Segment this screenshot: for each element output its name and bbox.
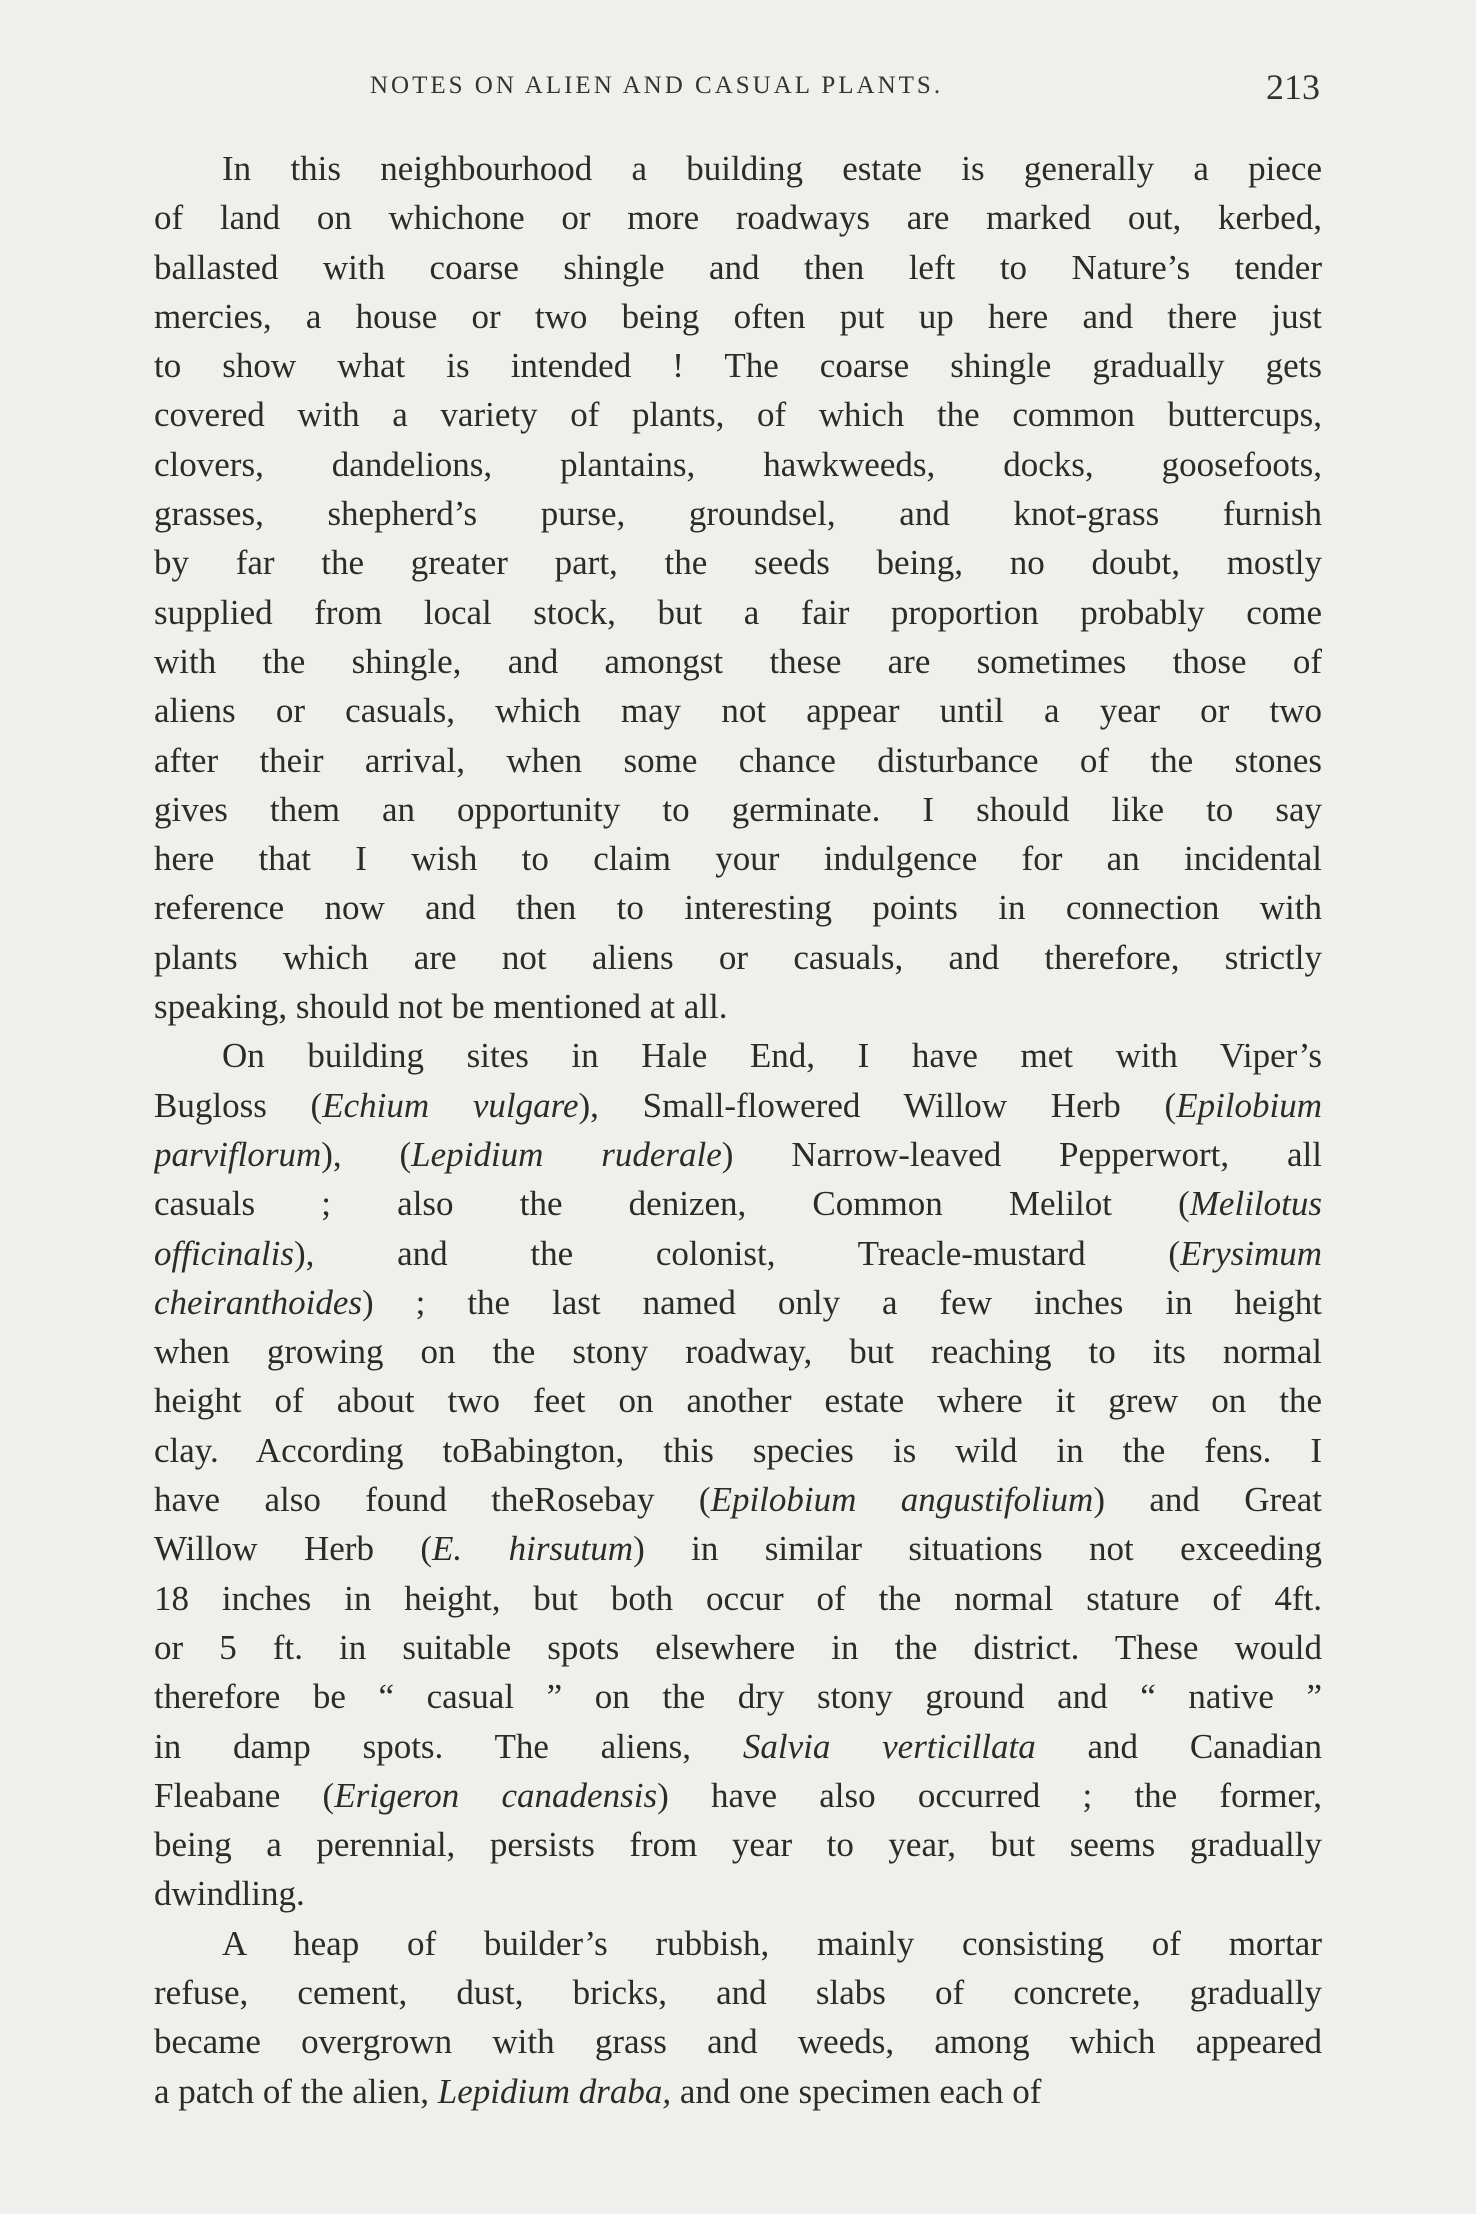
text-line	[154, 538, 1322, 587]
text-run: A heap of builder’s rubbish, mainly consisting of mortar	[222, 1923, 1322, 1963]
text-line	[154, 686, 1322, 735]
text-run: speaking, should not be mentioned at all.	[154, 987, 728, 1027]
text-line	[154, 933, 1322, 982]
page-number: 213	[1266, 67, 1320, 107]
text-line	[154, 341, 1322, 390]
text-line	[154, 1031, 1322, 1080]
italic-text: Lepidium ruderale	[411, 1134, 722, 1174]
text-run: mercies, a house or two being often put up here and there just	[154, 296, 1322, 336]
text-run: a patch of the alien,	[154, 2071, 438, 2111]
text-run: clay. According toBabington, this species is wild in the fens. I	[154, 1430, 1322, 1470]
text-line	[154, 1869, 1322, 1918]
text-line	[154, 883, 1322, 932]
text-run: and one specimen each of	[671, 2071, 1042, 2111]
text-line	[154, 2017, 1322, 2066]
text-run: Fleabane (	[154, 1775, 335, 1815]
italic-text: cheiranthoides	[154, 1282, 363, 1322]
text-run: ) have also occurred ; the former,	[657, 1775, 1322, 1815]
text-line	[154, 834, 1322, 883]
text-line	[154, 1278, 1322, 1327]
text-run: 18 inches in height, but both occur of the normal stature of 4ft.	[154, 1578, 1322, 1618]
body-text	[154, 144, 1322, 2116]
text-run: therefore be “ casual ” on the dry stony ground and “ native ”	[154, 1677, 1322, 1717]
text-line	[154, 1820, 1322, 1869]
text-run: of land on whichone or more roadways are marked out, kerbed,	[154, 198, 1322, 238]
text-run: by far the greater part, the seeds being, no doubt, mostly	[154, 543, 1322, 583]
text-run: clovers, dandelions, plantains, hawkweeds, docks, goosefoots,	[154, 444, 1322, 484]
italic-text: Echium vulgare	[322, 1085, 579, 1125]
text-line	[154, 440, 1322, 489]
text-run: to show what is intended ! The coarse shingle gradually gets	[154, 346, 1322, 386]
text-line	[154, 1081, 1322, 1130]
text-line	[154, 1623, 1322, 1672]
text-run: here that I wish to claim your indulgence for an incidental	[154, 839, 1322, 879]
text-run: dwindling.	[154, 1874, 305, 1914]
text-run: Willow Herb (	[154, 1529, 433, 1569]
text-line	[154, 243, 1322, 292]
text-line	[154, 1130, 1322, 1179]
text-run: and Canadian	[1035, 1726, 1322, 1766]
text-line	[154, 1376, 1322, 1425]
text-run: reference now and then to interesting points in connection with	[154, 888, 1322, 928]
text-run: casuals ; also the denizen, Common Melilot (	[154, 1184, 1190, 1224]
text-run: ) Narrow-leaved Pepperwort, all	[721, 1134, 1322, 1174]
text-line	[154, 2067, 1322, 2116]
italic-text: Salvia verticillata	[742, 1726, 1036, 1766]
text-line	[154, 1771, 1322, 1820]
text-line	[154, 1475, 1322, 1524]
text-line	[154, 1968, 1322, 2017]
text-run: after their arrival, when some chance disturbance of the stones	[154, 740, 1322, 780]
text-run: grasses, shepherd’s purse, groundsel, and knot-grass furnish	[154, 494, 1322, 534]
italic-text: officinalis	[154, 1233, 294, 1273]
text-run: Bugloss (	[154, 1085, 323, 1125]
text-line	[154, 637, 1322, 686]
text-run: aliens or casuals, which may not appear until a year or two	[154, 691, 1322, 731]
text-run: ) and Great	[1093, 1480, 1322, 1520]
text-run: ), and the colonist, Treacle-mustard (	[294, 1233, 1181, 1273]
text-run: refuse, cement, dust, bricks, and slabs of concrete, gradually	[154, 1972, 1322, 2012]
text-run: being a perennial, persists from year to year, but seems gradually	[154, 1825, 1322, 1865]
text-line	[154, 489, 1322, 538]
text-run: plants which are not aliens or casuals, and therefore, strictly	[154, 937, 1322, 977]
text-line	[154, 736, 1322, 785]
text-line	[154, 1426, 1322, 1475]
italic-text: Erigeron canadensis	[334, 1775, 658, 1815]
text-run: ), (	[321, 1134, 412, 1174]
text-run: gives them an opportunity to germinate. I should like to say	[154, 789, 1322, 829]
text-run: have also found theRosebay (	[154, 1480, 711, 1520]
running-title: NOTES ON ALIEN AND CASUAL PLANTS.	[370, 72, 944, 99]
italic-text: Melilotus	[1189, 1184, 1322, 1224]
text-run: ) ; the last named only a few inches in height	[362, 1282, 1322, 1322]
text-line	[154, 144, 1322, 193]
text-run: height of about two feet on another estate where it grew on the	[154, 1381, 1322, 1421]
text-run: became overgrown with grass and weeds, among which appeared	[154, 2022, 1322, 2062]
italic-text: Epilobium	[1176, 1085, 1322, 1125]
italic-text: Lepidium draba,	[437, 2071, 672, 2111]
text-line	[154, 1327, 1322, 1376]
text-line	[154, 785, 1322, 834]
text-run: or 5 ft. in suitable spots elsewhere in the district. These would	[154, 1627, 1322, 1667]
italic-text: parviflorum	[154, 1134, 322, 1174]
text-line	[154, 292, 1322, 341]
text-line	[154, 193, 1322, 242]
italic-text: Erysimum	[1180, 1233, 1322, 1273]
text-line	[154, 390, 1322, 439]
text-run: In this neighbourhood a building estate is generally a piece	[222, 149, 1322, 188]
text-line	[154, 1919, 1322, 1968]
text-line	[154, 1722, 1322, 1771]
text-run: in damp spots. The aliens,	[154, 1726, 743, 1766]
text-line	[154, 1574, 1322, 1623]
text-line	[154, 1524, 1322, 1573]
text-run: supplied from local stock, but a fair proportion probably come	[154, 592, 1322, 632]
text-line	[154, 1179, 1322, 1228]
text-run: covered with a variety of plants, of which the common buttercups,	[154, 395, 1322, 435]
running-head	[150, 66, 1320, 112]
text-line	[154, 1229, 1322, 1278]
text-run: when growing on the stony roadway, but reaching to its normal	[154, 1332, 1322, 1372]
italic-text: E. hirsutum	[432, 1529, 634, 1569]
text-run: with the shingle, and amongst these are sometimes those of	[154, 641, 1322, 681]
text-line	[154, 588, 1322, 637]
text-run: On building sites in Hale End, I have met with Viper’s	[222, 1036, 1322, 1076]
text-line	[154, 982, 1322, 1031]
text-run: ) in similar situations not exceeding	[633, 1529, 1322, 1569]
text-run: ballasted with coarse shingle and then left to Nature’s tender	[154, 247, 1322, 287]
text-run: ), Small-flowered Willow Herb (	[578, 1085, 1177, 1125]
italic-text: Epilobium angustifolium	[710, 1480, 1094, 1520]
text-line	[154, 1672, 1322, 1721]
